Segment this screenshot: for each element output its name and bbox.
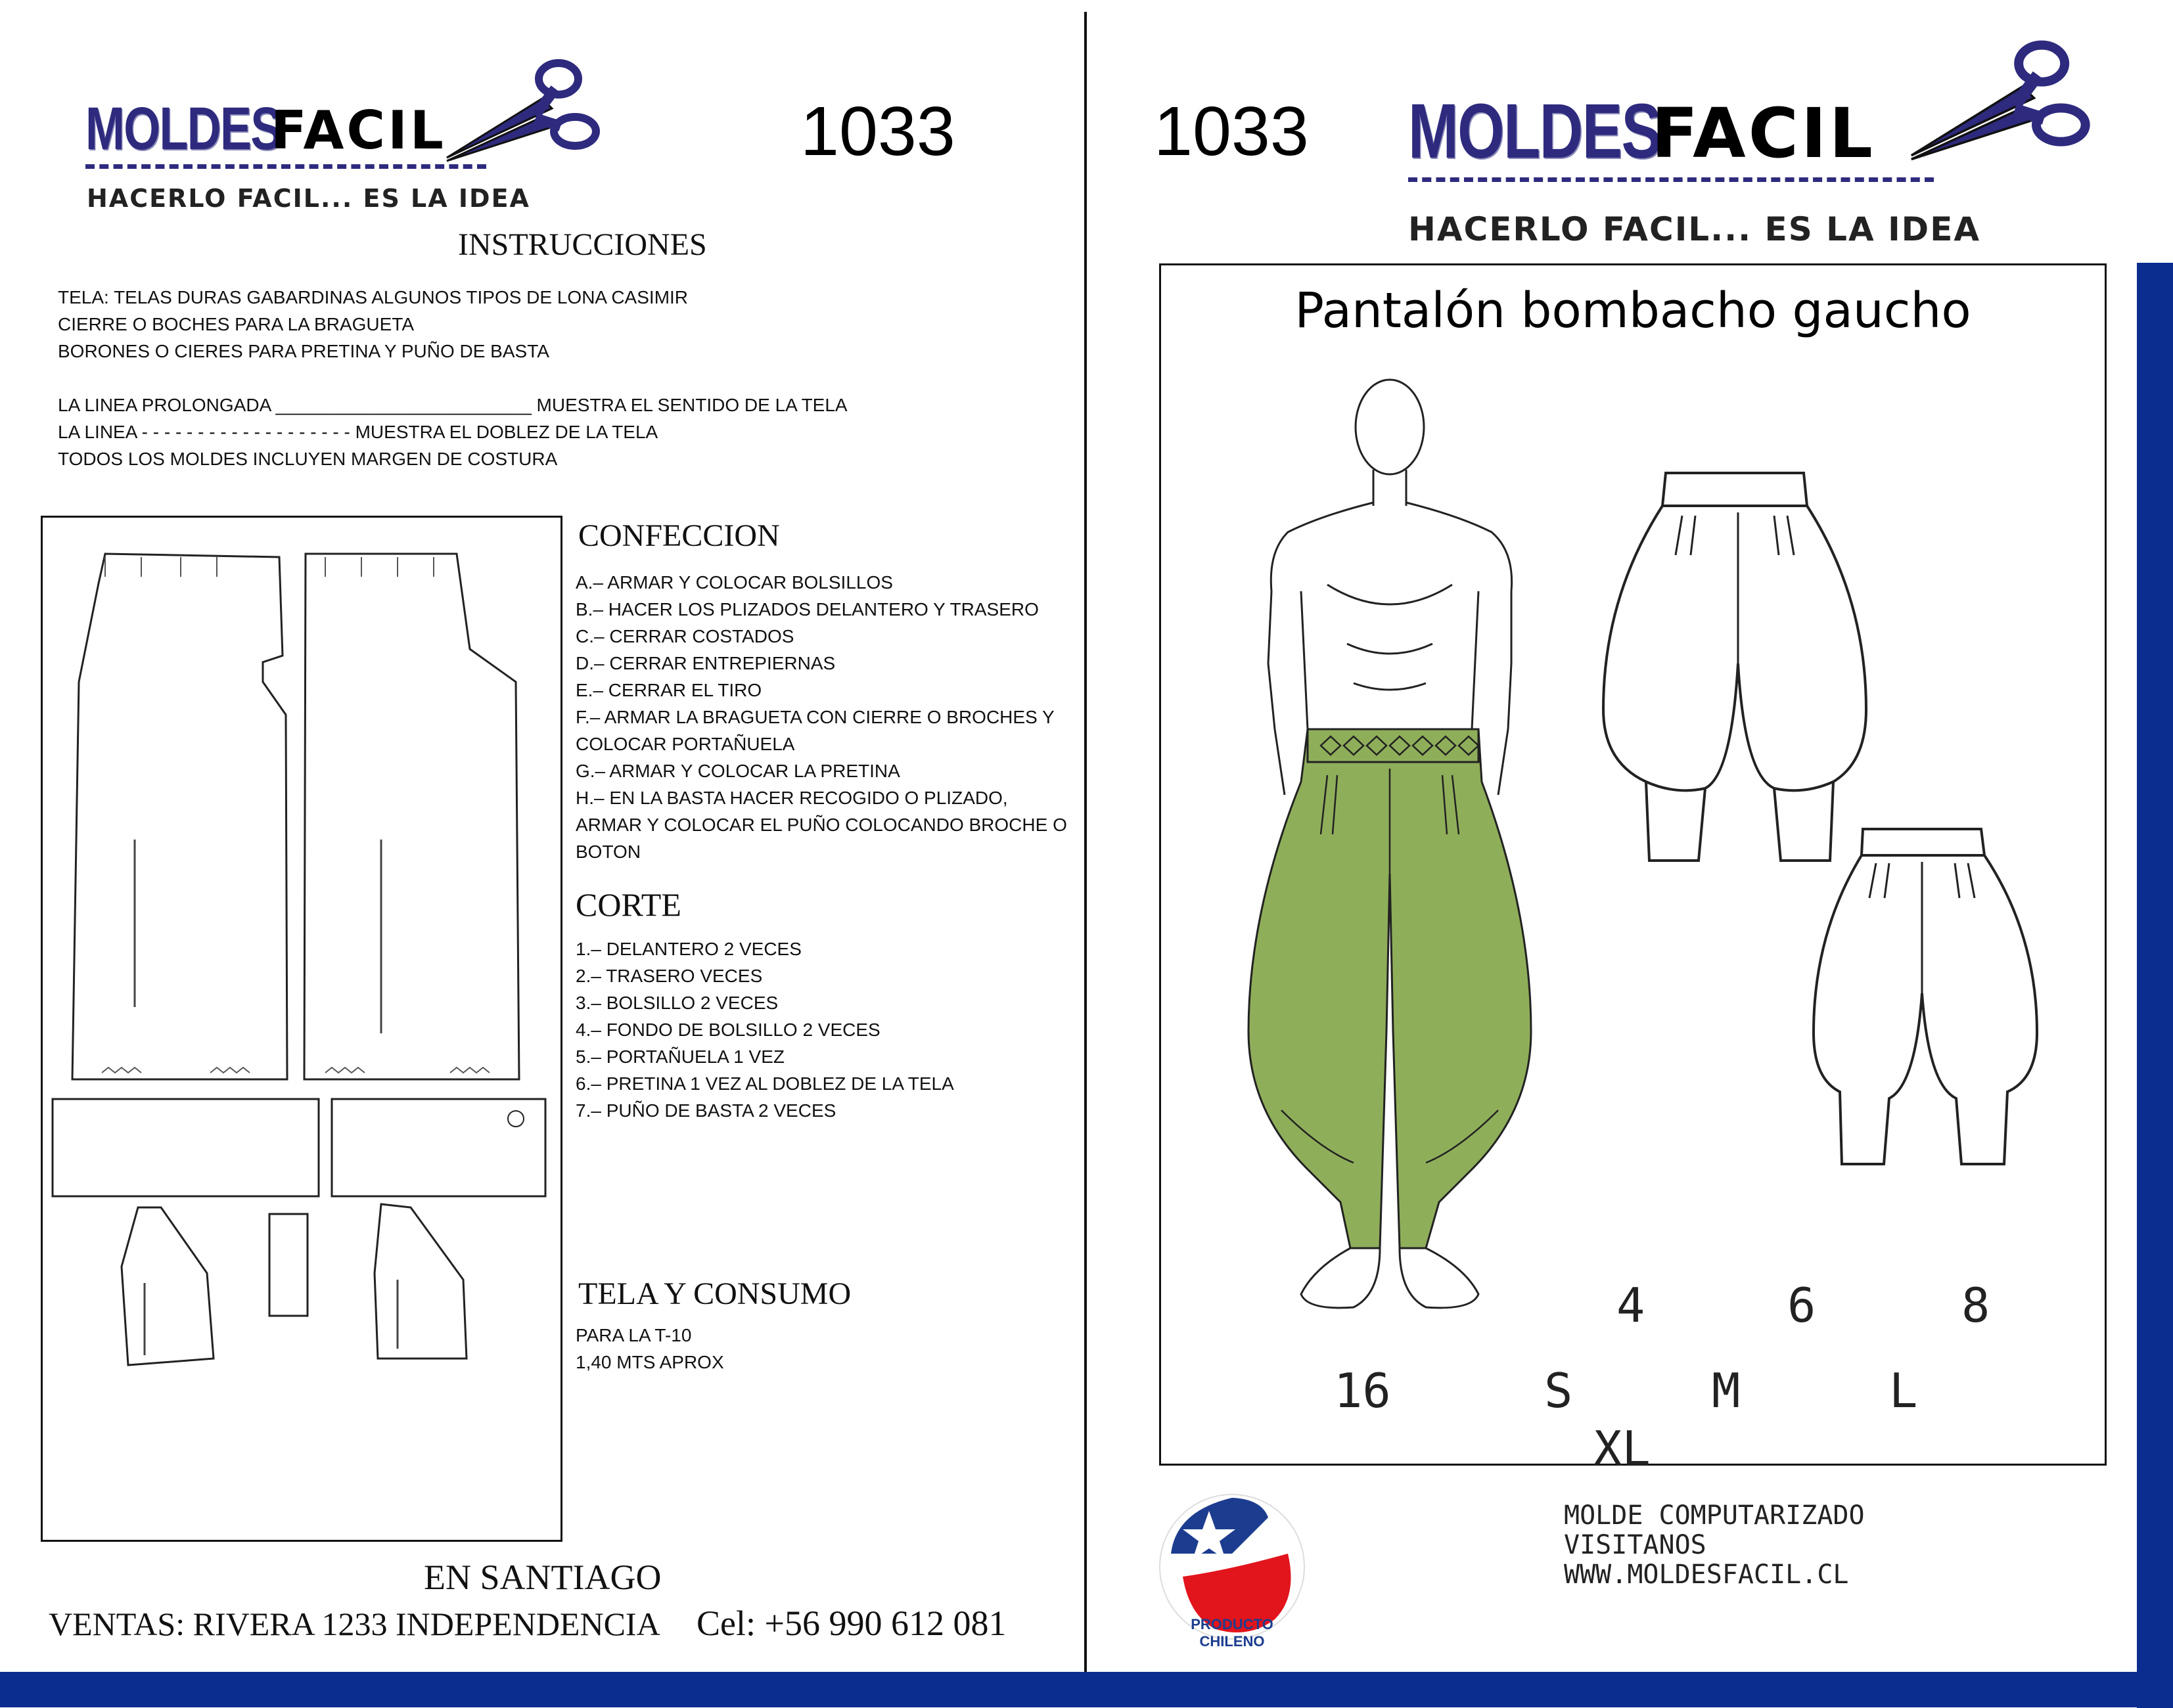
scissors-icon xyxy=(1904,33,2095,171)
tela-consumo-line: PARA LA T-10 xyxy=(576,1325,692,1345)
bottom-blue-stripe xyxy=(0,1672,2173,1707)
brand-logo-left xyxy=(85,92,611,191)
corte-piece: 3.– BOLSILLO 2 VECES xyxy=(576,993,779,1013)
confeccion-step: B.– HACER LOS PLIZADOS DELANTERO Y TRASERO xyxy=(576,599,1039,619)
pants-front-sketch xyxy=(1590,466,1879,867)
pattern-number-left: 1033 xyxy=(800,93,955,170)
web-url[interactable]: WWW.MOLDESFACIL.CL xyxy=(1564,1560,1849,1590)
footer-city: EN SANTIAGO xyxy=(424,1558,662,1597)
logo-dashed-rule xyxy=(1408,177,1934,182)
size-label: 6 xyxy=(1787,1278,1816,1333)
material-lines xyxy=(58,284,978,365)
corte-piece: 4.– FONDO DE BOLSILLO 2 VECES xyxy=(576,1020,881,1040)
pocket-lining-piece xyxy=(375,1204,467,1359)
size-label: L xyxy=(1889,1363,1918,1418)
confeccion-step: F.– ARMAR LA BRAGUETA CON CIERRE O BROCHES Y xyxy=(576,707,1055,727)
corte-piece: 5.– PORTAÑUELA 1 VEZ xyxy=(576,1046,785,1067)
tela-consumo-line: 1,40 MTS APROX xyxy=(576,1352,724,1372)
footer-phone: Cel: +56 990 612 081 xyxy=(697,1604,1007,1643)
material-line: TELA: TELAS DURAS GABARDINAS ALGUNOS TIPOS DE LONA CASIMIR xyxy=(58,287,689,307)
confeccion-step: E.– CERRAR EL TIRO xyxy=(576,680,762,700)
brand-name-facil: FACIL xyxy=(1651,93,1875,173)
confeccion-steps xyxy=(576,569,1082,865)
legend-line: LA LINEA - - - - - - - - - - - - - - - - - - - MUESTRA EL DOBLEZ DE LA TELA xyxy=(58,422,658,442)
size-label: 4 xyxy=(1616,1278,1645,1333)
confeccion-step: G.– ARMAR Y COLOCAR LA PRETINA xyxy=(576,761,900,781)
back-piece xyxy=(304,554,519,1079)
badge-text: PRODUCTO CHILENO xyxy=(1191,1616,1273,1650)
brand-name-facil: FACIL xyxy=(271,100,446,161)
corte-piece: 6.– PRETINA 1 VEZ AL DOBLEZ DE LA TELA xyxy=(576,1073,954,1094)
confeccion-title: CONFECCION xyxy=(578,518,780,553)
confeccion-step: COLOCAR PORTAÑUELA xyxy=(576,734,795,754)
sizes-row-1 xyxy=(1603,1278,2063,1337)
corte-piece: 7.– PUÑO DE BASTA 2 VECES xyxy=(576,1100,836,1121)
size-label-xl: XL xyxy=(1593,1421,1651,1476)
size-label: 8 xyxy=(1961,1278,1990,1333)
sizes-row-2 xyxy=(1334,1363,1991,1422)
pants-back-sketch xyxy=(1804,822,2047,1171)
web-line: VISITANOS xyxy=(1564,1530,1706,1560)
tela-consumo-lines xyxy=(576,1322,1036,1376)
pattern-number-right: 1033 xyxy=(1154,93,1309,170)
confeccion-step: BOTON xyxy=(576,842,641,862)
button-mark xyxy=(508,1111,524,1127)
web-info xyxy=(1564,1501,1865,1590)
tela-consumo-title: TELA Y CONSUMO xyxy=(578,1276,852,1311)
corte-pieces xyxy=(576,935,1082,1124)
confeccion-step: A.– ARMAR Y COLOCAR BOLSILLOS xyxy=(576,572,893,593)
corte-piece: 2.– TRASERO VECES xyxy=(576,966,763,986)
legend-lines xyxy=(58,392,1043,472)
product-title: Pantalón bombacho gaucho xyxy=(1294,282,1971,339)
fly-piece xyxy=(269,1214,308,1316)
brand-logo-right xyxy=(1408,88,2098,204)
brand-name-moldes: MOLDES xyxy=(1408,88,1661,175)
front-piece xyxy=(72,554,287,1079)
material-line: CIERRE O BOCHES PARA LA BRAGUETA xyxy=(58,314,414,334)
pocket-piece xyxy=(122,1207,214,1365)
material-line: BORONES O CIERES PARA PRETINA Y PUÑO DE BASTA xyxy=(58,341,549,361)
legend-line: LA LINEA PROLONGADA _________________________ MUESTRA EL SENTIDO DE LA TELA xyxy=(58,395,848,415)
waistband xyxy=(1308,729,1478,762)
pattern-pieces-diagram xyxy=(43,518,560,1540)
scissors-icon xyxy=(444,53,601,171)
producto-chileno-badge xyxy=(1156,1491,1308,1650)
brand-tagline-right: HACERLO FACIL... ES LA IDEA xyxy=(1408,210,1981,248)
cuff-piece xyxy=(332,1099,545,1196)
confeccion-step: ARMAR Y COLOCAR EL PUÑO COLOCANDO BROCHE O xyxy=(576,815,1067,835)
page-divider xyxy=(1084,12,1087,1672)
confeccion-step: C.– CERRAR COSTADOS xyxy=(576,626,794,646)
confeccion-step: D.– CERRAR ENTREPIERNAS xyxy=(576,653,836,673)
size-label: S xyxy=(1544,1363,1573,1418)
pattern-pieces-box xyxy=(41,516,562,1542)
footer-sales: VENTAS: RIVERA 1233 INDEPENDENCIA xyxy=(49,1606,660,1642)
brand-name-moldes: MOLDES xyxy=(85,95,281,162)
legend-line: TODOS LOS MOLDES INCLUYEN MARGEN DE COSTURA xyxy=(58,449,558,469)
size-label: 16 xyxy=(1334,1363,1391,1418)
logo-dashed-rule xyxy=(85,164,486,169)
model-figure-illustration xyxy=(1222,374,1564,1320)
corte-piece: 1.– DELANTERO 2 VECES xyxy=(576,939,802,959)
confeccion-step: H.– EN LA BASTA HACER RECOGIDO O PLIZADO, xyxy=(576,788,1008,808)
waistband-piece xyxy=(53,1099,319,1196)
brand-tagline-left: HACERLO FACIL... ES LA IDEA xyxy=(87,184,530,213)
instructions-title: INSTRUCCIONES xyxy=(458,227,707,262)
web-line: MOLDE COMPUTARIZADO xyxy=(1564,1500,1865,1531)
size-label: M xyxy=(1712,1363,1741,1418)
corte-title: CORTE xyxy=(576,886,681,923)
right-blue-stripe xyxy=(2137,263,2173,1708)
